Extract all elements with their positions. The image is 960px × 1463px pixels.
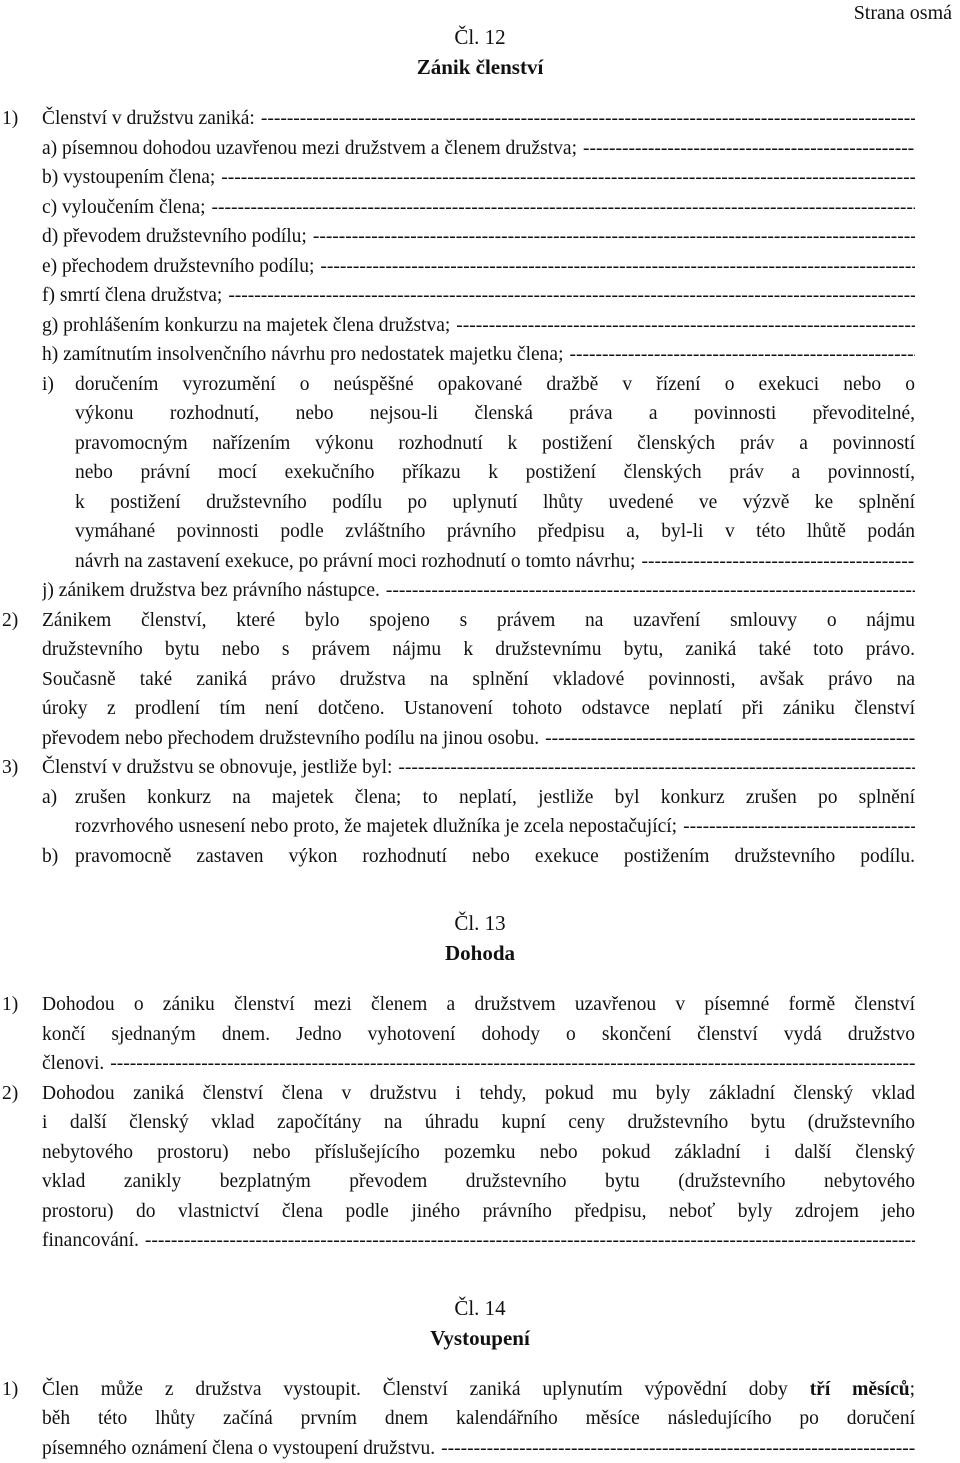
paragraph-line: vklad zanikly bezplatným převodem družstevního bytu (družstevního nebytového bbox=[42, 1167, 915, 1197]
paragraph-number: 3) bbox=[2, 753, 42, 783]
paragraph-line: končí sjednaným dnem. Jedno vyhotovení dohody o skončení členství vydá družstvo bbox=[42, 1020, 915, 1050]
item-line: pravomocně zastaven výkon rozhodnutí nebo exekuce postižením družstevního podílu. bbox=[75, 842, 915, 872]
paragraph-line: prostoru) do vlastnictví člena podle jiného právního předpisu, neboť byly zdrojem jeho bbox=[42, 1197, 915, 1227]
art12-item-b: b) vystoupením člena; ----- bbox=[42, 163, 915, 193]
dash-filler bbox=[569, 340, 915, 370]
paragraph-line: Člen může z družstva vystoupit. Členství zaniká uplynutím výpovědní doby tří měsíců; bbox=[42, 1375, 915, 1405]
dash-filler bbox=[313, 222, 915, 252]
art13-paragraph-1 bbox=[2, 990, 915, 1079]
dash-filler bbox=[320, 252, 915, 282]
item-line: zrušen konkurz na majetek člena; to neplatí, jestliže byl konkurz zrušen po splnění bbox=[75, 783, 915, 813]
dash-filler bbox=[228, 281, 915, 311]
art12-item-d: d) převodem družstevního podílu; ----- bbox=[42, 222, 915, 252]
paragraph-number: 2) bbox=[2, 1079, 18, 1109]
item-label: a) bbox=[42, 783, 57, 813]
paragraph-line: Dohodou zaniká členství člena v družstvu i tehdy, pokud mu byly základní členský vklad bbox=[42, 1079, 915, 1109]
art12-p3-intro-line bbox=[2, 753, 915, 783]
art12-p3-item-b bbox=[42, 842, 915, 872]
article-14-number: Čl. 14 bbox=[0, 1293, 960, 1323]
dash-filler bbox=[145, 1226, 915, 1256]
item-label: b) bbox=[42, 842, 58, 872]
paragraph-number: 1) bbox=[2, 1375, 18, 1405]
art12-paragraph-2 bbox=[2, 606, 915, 754]
paragraph-line: běh této lhůty začíná prvním dnem kalendářního měsíce následujícího po doručení bbox=[42, 1404, 915, 1434]
item-last-line: rozvrhového usnesení nebo proto, že majetek dlužníka je zcela nepostačující; ----- bbox=[75, 812, 915, 842]
article-13-title: Dohoda bbox=[0, 938, 960, 968]
item-i-line: k postižení družstevního podílu po uplynutí lhůty uvedené ve výzvě ke splnění bbox=[75, 488, 915, 518]
paragraph-line: Současně také zaniká právo družstva na splnění vkladové povinnosti, avšak právo na bbox=[42, 665, 915, 695]
art12-item-g: g) prohlášením konkurzu na majetek člena družstva; ----- bbox=[42, 311, 915, 341]
dash-filler bbox=[545, 724, 915, 754]
dash-filler bbox=[398, 753, 915, 783]
art12-item-j: j) zánikem družstva bez právního nástupce. ----- bbox=[42, 576, 915, 606]
paragraph-last-line: převodem nebo přechodem družstevního podílu na jinou osobu. ----- bbox=[42, 724, 915, 754]
paragraph-last-line: písemného oznámení člena o vystoupení družstvu. ----- bbox=[42, 1434, 915, 1463]
article-13-number: Čl. 13 bbox=[0, 908, 960, 938]
item-i-line: pravomocným nařízením výkonu rozhodnutí k postižení členských práv a povinností bbox=[75, 429, 915, 459]
art12-item-i bbox=[42, 370, 915, 577]
paragraph-line: Zánikem členství, které bylo spojeno s právem na uzavření smlouvy o nájmu bbox=[42, 606, 915, 636]
dash-filler bbox=[683, 812, 915, 842]
art12-item-a: a) písemnou dohodou uzavřenou mezi družstvem a členem družstva; ----- bbox=[42, 134, 915, 164]
item-label: i) bbox=[42, 370, 54, 400]
paragraph-number: 1) bbox=[2, 990, 18, 1020]
article-12-section bbox=[0, 104, 960, 871]
article-12-title: Zánik členství bbox=[0, 52, 960, 82]
art12-item-f: f) smrtí člena družstva; ----- bbox=[42, 281, 915, 311]
item-i-line: doručením vyrozumění o neúspěšné opakované dražbě v řízení o exekuci nebo o bbox=[75, 370, 915, 400]
art12-p1-intro-line bbox=[2, 104, 915, 134]
art12-p3-intro: Členství v družstvu se obnovuje, jestliže byl: bbox=[42, 757, 392, 778]
paragraph-line: i další členský vklad započítány na úhradu kupní ceny družstevního bytu (družstevního bbox=[42, 1108, 915, 1138]
paragraph-number: 1) bbox=[2, 104, 42, 134]
paragraph-line: družstevního bytu nebo s právem nájmu k družstevnímu bytu, zaniká také toto právo. bbox=[42, 635, 915, 665]
art12-p3-item-a bbox=[42, 783, 915, 842]
art12-item-h: h) zamítnutím insolvenčního návrhu pro nedostatek majetku člena; ----- bbox=[42, 340, 915, 370]
dash-filler bbox=[441, 1434, 915, 1463]
art12-item-e: e) přechodem družstevního podílu; ----- bbox=[42, 252, 915, 282]
dash-filler bbox=[641, 547, 915, 577]
article-12-number: Čl. 12 bbox=[0, 22, 960, 52]
dash-filler bbox=[456, 311, 915, 341]
dash-filler bbox=[110, 1049, 915, 1079]
paragraph-last-line: členovi. ----- bbox=[42, 1049, 915, 1079]
paragraph-line: nebytového prostoru) nebo příslušejícího pozemku nebo pokud základní i další členský bbox=[42, 1138, 915, 1168]
paragraph-line: úroky z prodlení tím není dotčeno. Ustanovení tohoto odstavce neplatí při zániku členství bbox=[42, 694, 915, 724]
item-i-line: vymáhané povinnosti podle zvláštního právního předpisu a, byl-li v této lhůtě podán bbox=[75, 517, 915, 547]
dash-filler bbox=[386, 576, 915, 606]
paragraph-number: 2) bbox=[2, 606, 18, 636]
article-13-section bbox=[0, 990, 960, 1256]
art12-p1-intro: Členství v družstvu zaniká: bbox=[42, 108, 255, 129]
paragraph-last-line: financování. ----- bbox=[42, 1226, 915, 1256]
bold-duration: tří měsíců bbox=[810, 1379, 910, 1400]
dash-filler bbox=[221, 163, 915, 193]
art13-paragraph-2 bbox=[2, 1079, 915, 1256]
dash-filler bbox=[261, 104, 915, 134]
item-i-line: nebo právní mocí exekučního příkazu k postižení členských práv a povinností, bbox=[75, 458, 915, 488]
page-number-label: Strana osmá bbox=[854, 0, 952, 26]
item-i-last-line: návrh na zastavení exekuce, po právní moci rozhodnutí o tomto návrhu; ----- bbox=[75, 547, 915, 577]
dash-filler bbox=[583, 134, 915, 164]
item-i-line: výkonu rozhodnutí, nebo nejsou-li členská práva a povinnosti převoditelné, bbox=[75, 399, 915, 429]
art12-item-c: c) vyloučením člena; ----- bbox=[42, 193, 915, 223]
article-14-title: Vystoupení bbox=[0, 1323, 960, 1353]
paragraph-line: Dohodou o zániku členství mezi členem a družstvem uzavřenou v písemné formě členství bbox=[42, 990, 915, 1020]
dash-filler bbox=[212, 193, 915, 223]
